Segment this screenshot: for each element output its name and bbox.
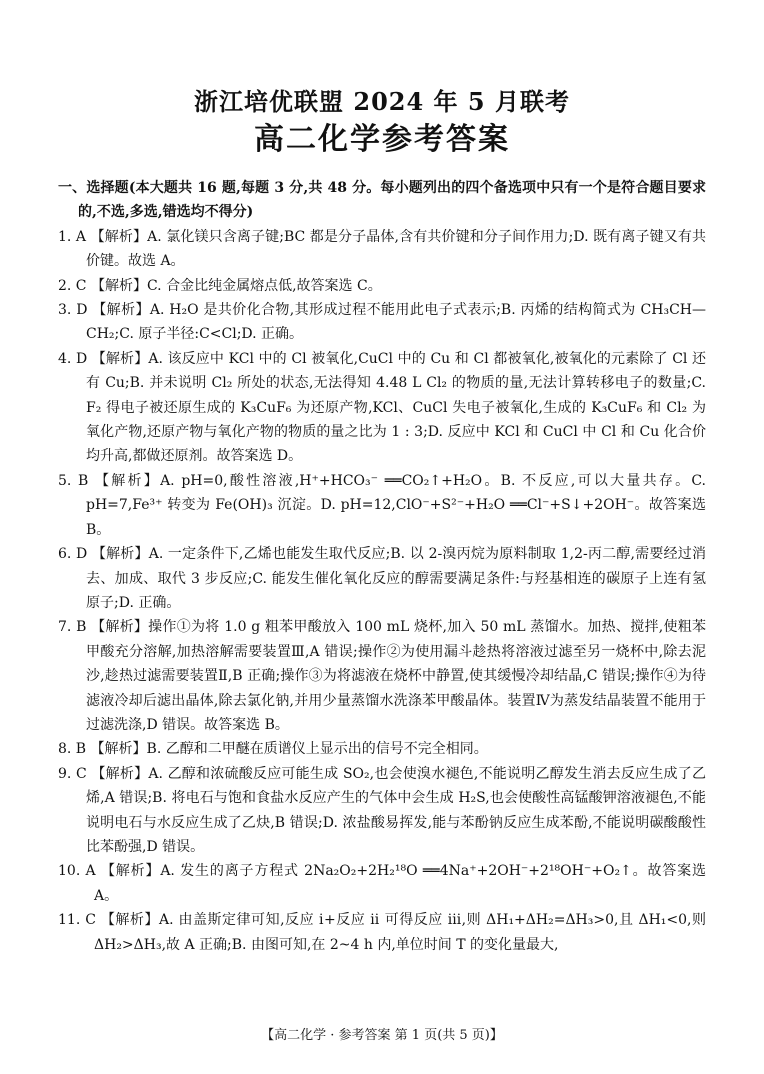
answer-item-9: 9. C 【解析】A. 乙醇和浓硫酸反应可能生成 SO₂,也会使溴水褪色,不能说明乙醇发生消去反应生成了乙烯,A 错误;B. 将电石与饱和食盐水反应产生的气体中会生成 H₂S,也会使酸性高锰酸钾溶液褪色,不能说明电石与水反应生成了乙炔,B 错误;D. 浓盐酸易挥发,能与苯酚钠反应生成苯酚,不能说明碳酸酸性比苯酚强,D 错误。 [58,765,706,855]
answer-item-5: 5. B 【解析】A. pH=0,酸性溶液,H⁺+HCO₃⁻ ══CO₂↑+H₂O。B. 不反应,可以大量共存。C. pH=7,Fe³⁺ 转变为 Fe(OH)₃ 沉淀。D. pH=12,ClO⁻+S²⁻+H₂O ══Cl⁻+S↓+2OH⁻。故答案选 B。 [58,472,706,538]
page-footer: 【高二化学 · 参考答案 第 1 页(共 5 页)】 [261,1028,503,1043]
answer-item-2: 2. C 【解析】C. 合金比纯金属熔点低,故答案选 C。 [58,277,382,294]
section-heading: 一、选择题(本大题共 16 题,每题 3 分,共 48 分。每小题列出的四个备选项中只有一个是符合题目要求的,不选,多选,错选均不得分) [58,180,706,221]
answer-content [58,176,706,957]
answer-item-10: 10. A 【解析】A. 发生的离子方程式 2Na₂O₂+2H₂¹⁸O ══4Na⁺+2OH⁻+2¹⁸OH⁻+O₂↑。故答案选 A。 [58,863,706,904]
answer-item-3: 3. D 【解析】A. H₂O 是共价化合物,其形成过程不能用此电子式表示;B. 丙烯的结构简式为 CH₃CH—CH₂;C. 原子半径:C<Cl;D. 正确。 [58,302,706,343]
answer-item-4: 4. D 【解析】A. 该反应中 KCl 中的 Cl 被氧化,CuCl 中的 Cu 和 Cl 都被氧化,被氧化的元素除了 Cl 还有 Cu;B. 并未说明 Cl₂ 所处的状态,无法得知 4.48 L Cl₂ 的物质的量,无法计算转移电子的数量;C. F₂ 得电子被还原生成的 K₃CuF₆ 为还原产物,KCl、CuCl 失电子被氧化,生成的 K₃CuF₆ 和 Cl₂ 为氧化产物,还原产物与氧化产物的物质的量之比为 1 : 3;D. 反应中 KCl 和 CuCl 中 Cl 和 Cu 化合价均升高,都做还原剂。故答案选 D。 [58,350,706,465]
answer-item-7: 7. B 【解析】操作①为将 1.0 g 粗苯甲酸放入 100 mL 烧杯,加入 50 mL 蒸馏水。加热、搅拌,使粗苯甲酸充分溶解,加热溶解需要装置Ⅲ,A 错误;操作②为使用漏斗趁热将溶液过滤至另一烧杯中,除去泥沙,趁热过滤需要装置Ⅱ,B 正确;操作③为将滤液在烧杯中静置,使其缓慢冷却结晶,C 错误;操作④为待滤液冷却后滤出晶体,除去氯化钠,并用少量蒸馏水洗涤苯甲酸晶体。装置Ⅳ为蒸发结晶装置不能用于过滤洗涤,D 错误。故答案选 B。 [58,619,706,733]
answer-key-title: 高二化学参考答案 [254,122,510,157]
answer-item-8: 8. B 【解析】B. 乙醇和二甲醚在质谱仪上显示出的信号不完全相同。 [58,741,488,758]
answer-item-1: 1. A 【解析】A. 氯化镁只含离子键;BC 都是分子晶体,含有共价键和分子间作用力;D. 既有离子键又有共价键。故选 A。 [58,228,706,270]
answer-item-6: 6. D 【解析】A. 一定条件下,乙烯也能发生取代反应;B. 以 2-溴丙烷为原料制取 1,2-丙二醇,需要经过消去、加成、取代 3 步反应;C. 能发生催化氧化反应的醇需要满足条件:与羟基相连的碳原子上连有氢原子;D. 正确。 [58,546,706,611]
answer-item-11: 11. C 【解析】A. 由盖斯定律可知,反应 ⅰ+反应 ⅱ 可得反应 ⅲ,则 ΔH₁+ΔH₂=ΔH₃>0,且 ΔH₁<0,则 ΔH₂>ΔH₃,故 A 正确;B. 由图可知,在 2~4 h 内,单位时间 T 的变化量最大, [58,912,706,953]
exam-title: 浙江培优联盟 2024 年 5 月联考 [194,87,570,116]
